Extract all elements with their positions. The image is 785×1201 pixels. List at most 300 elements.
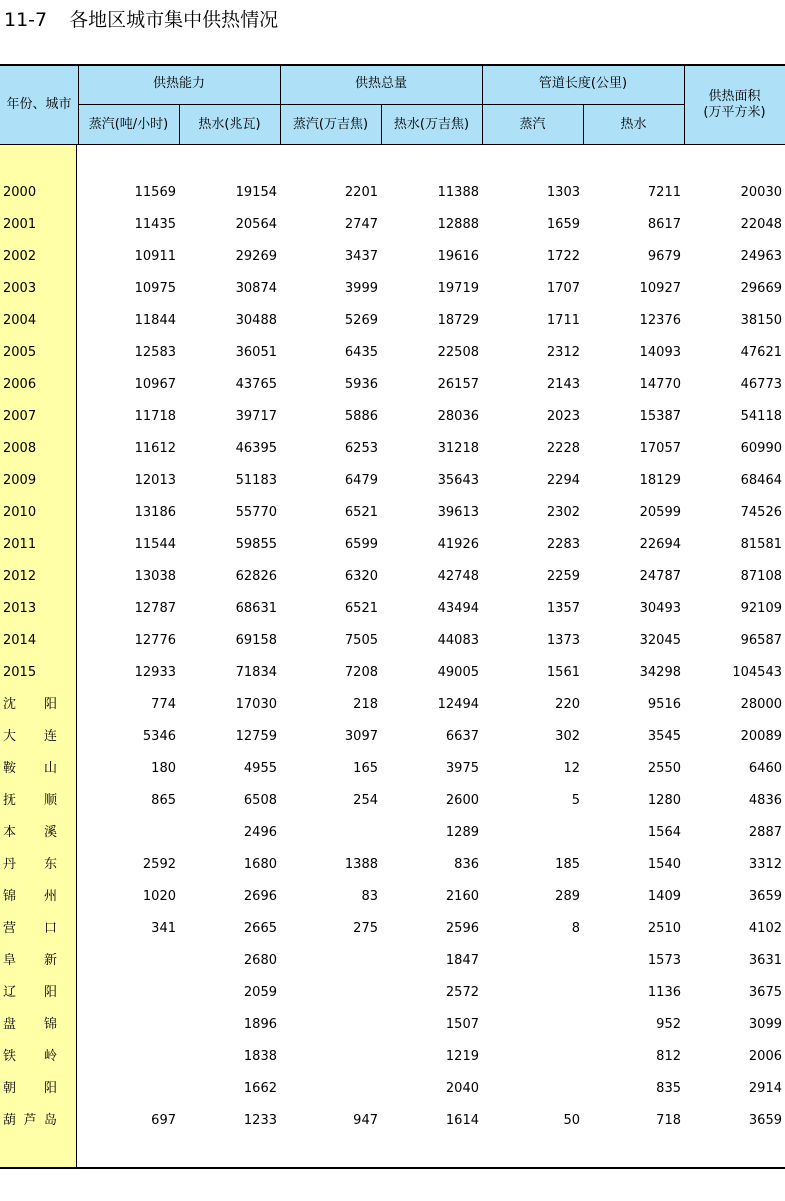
table-cell: 96587 xyxy=(740,633,782,648)
table-cell: 3312 xyxy=(748,857,782,872)
table-row xyxy=(0,657,785,689)
table-cell: 12759 xyxy=(235,729,277,744)
table-cell: 24787 xyxy=(639,569,681,584)
table-cell: 341 xyxy=(151,921,176,936)
table-cell: 3545 xyxy=(647,729,681,744)
table-cell: 43494 xyxy=(437,601,479,616)
table-cell: 5 xyxy=(571,793,580,808)
table-cell: 947 xyxy=(353,1113,378,1128)
table-cell: 6521 xyxy=(344,601,378,616)
divider xyxy=(684,64,685,145)
table-cell: 92109 xyxy=(740,601,782,616)
table-cell: 1373 xyxy=(546,633,580,648)
table-cell: 180 xyxy=(151,761,176,776)
table-cell: 47621 xyxy=(740,345,782,360)
table-cell: 19719 xyxy=(437,281,479,296)
table-cell: 87108 xyxy=(740,569,782,584)
table-cell: 1357 xyxy=(546,601,580,616)
table-cell: 4836 xyxy=(748,793,782,808)
table-cell: 2023 xyxy=(546,409,580,424)
table-cell: 1722 xyxy=(546,249,580,264)
table-cell: 28000 xyxy=(740,697,782,712)
table-cell: 43765 xyxy=(235,377,277,392)
table-cell: 697 xyxy=(151,1113,176,1128)
row-label-char: 岭 xyxy=(43,1049,57,1064)
table-cell: 2596 xyxy=(445,921,479,936)
table-cell: 41926 xyxy=(437,537,479,552)
row-label xyxy=(3,697,57,713)
table-cell: 254 xyxy=(353,793,378,808)
table-cell: 220 xyxy=(555,697,580,712)
table-cell: 7211 xyxy=(647,185,681,200)
row-label: 2014 xyxy=(3,633,37,648)
row-label-char: 芦 xyxy=(23,1113,37,1128)
table-cell: 289 xyxy=(555,889,580,904)
table-cell: 46395 xyxy=(235,441,277,456)
table-row xyxy=(0,913,785,945)
table-cell: 7208 xyxy=(344,665,378,680)
group-header-capacity: 供热能力 xyxy=(78,64,280,104)
row-label xyxy=(3,921,57,937)
table-cell: 3631 xyxy=(748,953,782,968)
row-label-char: 锦 xyxy=(43,1017,57,1032)
row-label: 2013 xyxy=(3,601,37,616)
table-cell: 4102 xyxy=(748,921,782,936)
table-cell: 10975 xyxy=(134,281,176,296)
table-row xyxy=(0,497,785,529)
table-row xyxy=(0,977,785,1009)
table-cell: 30874 xyxy=(235,281,277,296)
table-cell: 6320 xyxy=(344,569,378,584)
table-cell: 1219 xyxy=(445,1049,479,1064)
row-label-char: 盘 xyxy=(3,1017,17,1032)
table-cell: 1711 xyxy=(546,313,580,328)
table-cell: 1662 xyxy=(243,1081,277,1096)
table-cell: 6637 xyxy=(445,729,479,744)
table-cell: 12933 xyxy=(134,665,176,680)
table-row xyxy=(0,561,785,593)
table-cell: 68464 xyxy=(740,473,782,488)
table-row xyxy=(0,785,785,817)
table-cell: 11612 xyxy=(134,441,176,456)
row-label-char: 顺 xyxy=(43,793,57,808)
table-cell: 10967 xyxy=(134,377,176,392)
row-label: 2015 xyxy=(3,665,37,680)
table-row xyxy=(0,209,785,241)
table-cell: 50 xyxy=(563,1113,580,1128)
table-cell: 1289 xyxy=(445,825,479,840)
col-header-capacity-water: 热水(兆瓦) xyxy=(179,104,280,145)
table-cell: 20089 xyxy=(740,729,782,744)
table-cell: 12376 xyxy=(639,313,681,328)
table-cell: 11544 xyxy=(134,537,176,552)
table-cell: 2040 xyxy=(445,1081,479,1096)
table-row xyxy=(0,945,785,977)
table-cell: 1847 xyxy=(445,953,479,968)
row-label-char: 丹 xyxy=(3,857,17,872)
table-cell: 1136 xyxy=(647,985,681,1000)
row-label-char: 葫 xyxy=(3,1113,17,1128)
table-cell: 68631 xyxy=(235,601,277,616)
row-label xyxy=(3,825,57,841)
table-cell: 2887 xyxy=(748,825,782,840)
table-cell: 1680 xyxy=(243,857,277,872)
col-header-capacity-steam: 蒸汽(吨/小时) xyxy=(78,104,179,145)
table-cell: 18729 xyxy=(437,313,479,328)
table-cell: 1280 xyxy=(647,793,681,808)
table-cell: 5269 xyxy=(344,313,378,328)
row-label-char: 口 xyxy=(43,921,57,936)
table-cell: 302 xyxy=(555,729,580,744)
table-cell: 30488 xyxy=(235,313,277,328)
table-row xyxy=(0,401,785,433)
table-row xyxy=(0,817,785,849)
data-table xyxy=(0,64,785,1169)
table-cell: 104543 xyxy=(732,665,782,680)
table-cell: 22048 xyxy=(740,217,782,232)
table-cell: 3975 xyxy=(445,761,479,776)
table-row xyxy=(0,721,785,753)
table-cell: 30493 xyxy=(639,601,681,616)
row-label xyxy=(3,889,57,905)
table-cell: 2312 xyxy=(546,345,580,360)
table-cell: 39613 xyxy=(437,505,479,520)
table-cell: 1573 xyxy=(647,953,681,968)
table-cell: 3099 xyxy=(748,1017,782,1032)
table-cell: 1564 xyxy=(647,825,681,840)
table-cell: 6479 xyxy=(344,473,378,488)
table-cell: 7505 xyxy=(344,633,378,648)
table-cell: 2747 xyxy=(344,217,378,232)
table-cell: 718 xyxy=(656,1113,681,1128)
row-label-char: 山 xyxy=(43,761,57,776)
table-row xyxy=(0,753,785,785)
table-row xyxy=(0,1105,785,1137)
table-cell: 10927 xyxy=(639,281,681,296)
table-cell: 2914 xyxy=(748,1081,782,1096)
table-cell: 836 xyxy=(454,857,479,872)
row-label xyxy=(3,857,57,873)
table-cell: 14093 xyxy=(639,345,681,360)
row-label xyxy=(3,985,57,1001)
table-cell: 22694 xyxy=(639,537,681,552)
table-cell: 44083 xyxy=(437,633,479,648)
table-row xyxy=(0,465,785,497)
table-cell: 11388 xyxy=(437,185,479,200)
table-cell: 19154 xyxy=(235,185,277,200)
table-cell: 13186 xyxy=(134,505,176,520)
row-label: 2009 xyxy=(3,473,37,488)
table-cell: 62826 xyxy=(235,569,277,584)
table-cell: 20030 xyxy=(740,185,782,200)
table-row xyxy=(0,1073,785,1105)
table-cell: 26157 xyxy=(437,377,479,392)
table-cell: 74526 xyxy=(740,505,782,520)
table-cell: 34298 xyxy=(639,665,681,680)
col-header-pipe-water: 热水 xyxy=(583,104,684,145)
row-label-char: 阳 xyxy=(43,985,57,1000)
row-label-char: 连 xyxy=(43,729,57,744)
table-cell: 1896 xyxy=(243,1017,277,1032)
table-cell: 2201 xyxy=(344,185,378,200)
table-cell: 10911 xyxy=(134,249,176,264)
row-label xyxy=(3,1081,57,1097)
table-row xyxy=(0,241,785,273)
table-cell: 2302 xyxy=(546,505,580,520)
table-cell: 29669 xyxy=(740,281,782,296)
table-row xyxy=(0,849,785,881)
divider xyxy=(78,64,79,145)
table-cell: 1233 xyxy=(243,1113,277,1128)
table-cell: 18129 xyxy=(639,473,681,488)
col-header-pipe-steam: 蒸汽 xyxy=(482,104,583,145)
col-header-total-water: 热水(万吉焦) xyxy=(381,104,482,145)
table-cell: 12 xyxy=(563,761,580,776)
row-label xyxy=(3,729,57,745)
table-cell: 1020 xyxy=(142,889,176,904)
table-cell: 774 xyxy=(151,697,176,712)
row-label: 2006 xyxy=(3,377,37,392)
table-cell: 11718 xyxy=(134,409,176,424)
table-cell: 46773 xyxy=(740,377,782,392)
table-cell: 1614 xyxy=(445,1113,479,1128)
row-label-char: 阜 xyxy=(3,953,17,968)
table-cell: 2294 xyxy=(546,473,580,488)
row-label xyxy=(3,761,57,777)
table-cell: 3999 xyxy=(344,281,378,296)
table-cell: 6521 xyxy=(344,505,378,520)
table-cell: 15387 xyxy=(639,409,681,424)
table-cell: 12787 xyxy=(134,601,176,616)
table-cell: 5936 xyxy=(344,377,378,392)
table-cell: 5886 xyxy=(344,409,378,424)
row-label: 2001 xyxy=(3,217,37,232)
table-cell: 1409 xyxy=(647,889,681,904)
row-label-char: 州 xyxy=(43,889,57,904)
table-cell: 13038 xyxy=(134,569,176,584)
divider xyxy=(280,64,281,145)
row-label-char: 朝 xyxy=(3,1081,17,1096)
table-cell: 1540 xyxy=(647,857,681,872)
table-cell: 1303 xyxy=(546,185,580,200)
table-cell: 49005 xyxy=(437,665,479,680)
table-row xyxy=(0,689,785,721)
table-cell: 8 xyxy=(571,921,580,936)
table-cell: 60990 xyxy=(740,441,782,456)
table-cell: 952 xyxy=(656,1017,681,1032)
table-cell: 32045 xyxy=(639,633,681,648)
table-cell: 1659 xyxy=(546,217,580,232)
row-label-char: 鞍 xyxy=(3,761,17,776)
table-cell: 2510 xyxy=(647,921,681,936)
row-label xyxy=(3,1113,57,1129)
table-cell: 2600 xyxy=(445,793,479,808)
row-label-char: 阳 xyxy=(43,697,57,712)
table-cell: 1561 xyxy=(546,665,580,680)
table-cell: 20564 xyxy=(235,217,277,232)
table-cell: 6435 xyxy=(344,345,378,360)
table-cell: 2228 xyxy=(546,441,580,456)
divider xyxy=(482,64,483,145)
table-cell: 2592 xyxy=(142,857,176,872)
table-cell: 8617 xyxy=(647,217,681,232)
row-label-char: 抚 xyxy=(3,793,17,808)
row-label: 2008 xyxy=(3,441,37,456)
table-title: 各地区城市集中供热情况 xyxy=(69,9,279,31)
table-cell: 2550 xyxy=(647,761,681,776)
row-label-char: 大 xyxy=(3,729,17,744)
table-cell: 3097 xyxy=(344,729,378,744)
row-label xyxy=(3,953,57,969)
row-label-char: 锦 xyxy=(3,889,17,904)
table-cell: 3659 xyxy=(748,889,782,904)
table-row xyxy=(0,881,785,913)
table-cell: 275 xyxy=(353,921,378,936)
table-row xyxy=(0,1009,785,1041)
row-label-char: 铁 xyxy=(3,1049,17,1064)
row-label-char: 新 xyxy=(43,953,57,968)
table-row xyxy=(0,177,785,209)
table-cell: 2259 xyxy=(546,569,580,584)
page-title xyxy=(4,6,278,34)
header-bottom-rule xyxy=(0,144,785,145)
table-row xyxy=(0,305,785,337)
table-cell: 6599 xyxy=(344,537,378,552)
row-label xyxy=(3,793,57,809)
table-cell: 2283 xyxy=(546,537,580,552)
table-cell: 3675 xyxy=(748,985,782,1000)
row-label xyxy=(3,1017,57,1033)
table-cell: 11569 xyxy=(134,185,176,200)
table-number: 11-7 xyxy=(4,9,48,31)
table-cell: 2665 xyxy=(243,921,277,936)
table-cell: 1507 xyxy=(445,1017,479,1032)
table-cell: 39717 xyxy=(235,409,277,424)
table-row xyxy=(0,337,785,369)
row-label: 2012 xyxy=(3,569,37,584)
row-label: 2005 xyxy=(3,345,37,360)
table-cell: 55770 xyxy=(235,505,277,520)
table-cell: 3659 xyxy=(748,1113,782,1128)
table-cell: 83 xyxy=(361,889,378,904)
row-label xyxy=(3,1049,57,1065)
table-cell: 9516 xyxy=(647,697,681,712)
row-label-char: 营 xyxy=(3,921,17,936)
table-cell: 81581 xyxy=(740,537,782,552)
table-cell: 11844 xyxy=(134,313,176,328)
table-cell: 6460 xyxy=(748,761,782,776)
table-cell: 4955 xyxy=(243,761,277,776)
row-label: 2011 xyxy=(3,537,37,552)
row-label-char: 本 xyxy=(3,825,17,840)
table-cell: 2143 xyxy=(546,377,580,392)
table-cell: 29269 xyxy=(235,249,277,264)
divider xyxy=(583,104,584,145)
divider xyxy=(381,104,382,145)
top-rule xyxy=(0,64,785,66)
table-cell: 9679 xyxy=(647,249,681,264)
table-cell: 54118 xyxy=(740,409,782,424)
table-cell: 2006 xyxy=(748,1049,782,1064)
table-cell: 24963 xyxy=(740,249,782,264)
table-cell: 185 xyxy=(555,857,580,872)
table-cell: 69158 xyxy=(235,633,277,648)
table-row xyxy=(0,593,785,625)
table-row xyxy=(0,529,785,561)
table-cell: 12494 xyxy=(437,697,479,712)
group-header-total: 供热总量 xyxy=(280,64,482,104)
table-cell: 14770 xyxy=(639,377,681,392)
table-cell: 38150 xyxy=(740,313,782,328)
table-row xyxy=(0,369,785,401)
table-cell: 51183 xyxy=(235,473,277,488)
table-cell: 22508 xyxy=(437,345,479,360)
table-row xyxy=(0,273,785,305)
table-cell: 17057 xyxy=(639,441,681,456)
table-cell: 6253 xyxy=(344,441,378,456)
area-label: 供热面积 xyxy=(708,88,761,104)
table-cell: 2696 xyxy=(243,889,277,904)
row-label: 2004 xyxy=(3,313,37,328)
col-header-total-steam: 蒸汽(万吉焦) xyxy=(280,104,381,145)
row-label-header: 年份、城市 xyxy=(0,64,78,145)
table-cell: 42748 xyxy=(437,569,479,584)
table-cell: 35643 xyxy=(437,473,479,488)
row-label-char: 东 xyxy=(43,857,57,872)
row-label: 2010 xyxy=(3,505,37,520)
area-unit: (万平方米) xyxy=(703,104,766,120)
table-cell: 6508 xyxy=(243,793,277,808)
table-cell: 12776 xyxy=(134,633,176,648)
table-cell: 2680 xyxy=(243,953,277,968)
row-label-char: 沈 xyxy=(3,697,17,712)
row-label: 2000 xyxy=(3,185,37,200)
table-cell: 218 xyxy=(353,697,378,712)
table-cell: 28036 xyxy=(437,409,479,424)
table-cell: 2059 xyxy=(243,985,277,1000)
row-label-char: 岛 xyxy=(43,1113,57,1128)
col-header-area xyxy=(684,64,785,145)
table-cell: 12888 xyxy=(437,217,479,232)
row-label: 2002 xyxy=(3,249,37,264)
table-cell: 31218 xyxy=(437,441,479,456)
row-label-char: 阳 xyxy=(43,1081,57,1096)
table-cell: 165 xyxy=(353,761,378,776)
table-cell: 2572 xyxy=(445,985,479,1000)
table-cell: 11435 xyxy=(134,217,176,232)
table-cell: 19616 xyxy=(437,249,479,264)
row-label: 2007 xyxy=(3,409,37,424)
table-cell: 5346 xyxy=(142,729,176,744)
table-cell: 12583 xyxy=(134,345,176,360)
table-cell: 17030 xyxy=(235,697,277,712)
row-label-char: 溪 xyxy=(43,825,57,840)
table-cell: 812 xyxy=(656,1049,681,1064)
table-cell: 835 xyxy=(656,1081,681,1096)
row-label-char: 辽 xyxy=(3,985,17,1000)
table-cell: 20599 xyxy=(639,505,681,520)
table-cell: 36051 xyxy=(235,345,277,360)
group-header-pipe: 管道长度(公里) xyxy=(482,64,684,104)
table-cell: 2496 xyxy=(243,825,277,840)
table-cell: 59855 xyxy=(235,537,277,552)
table-cell: 1838 xyxy=(243,1049,277,1064)
table-row xyxy=(0,433,785,465)
row-label: 2003 xyxy=(3,281,37,296)
table-cell: 1388 xyxy=(344,857,378,872)
bottom-rule xyxy=(0,1167,785,1169)
table-cell: 12013 xyxy=(134,473,176,488)
